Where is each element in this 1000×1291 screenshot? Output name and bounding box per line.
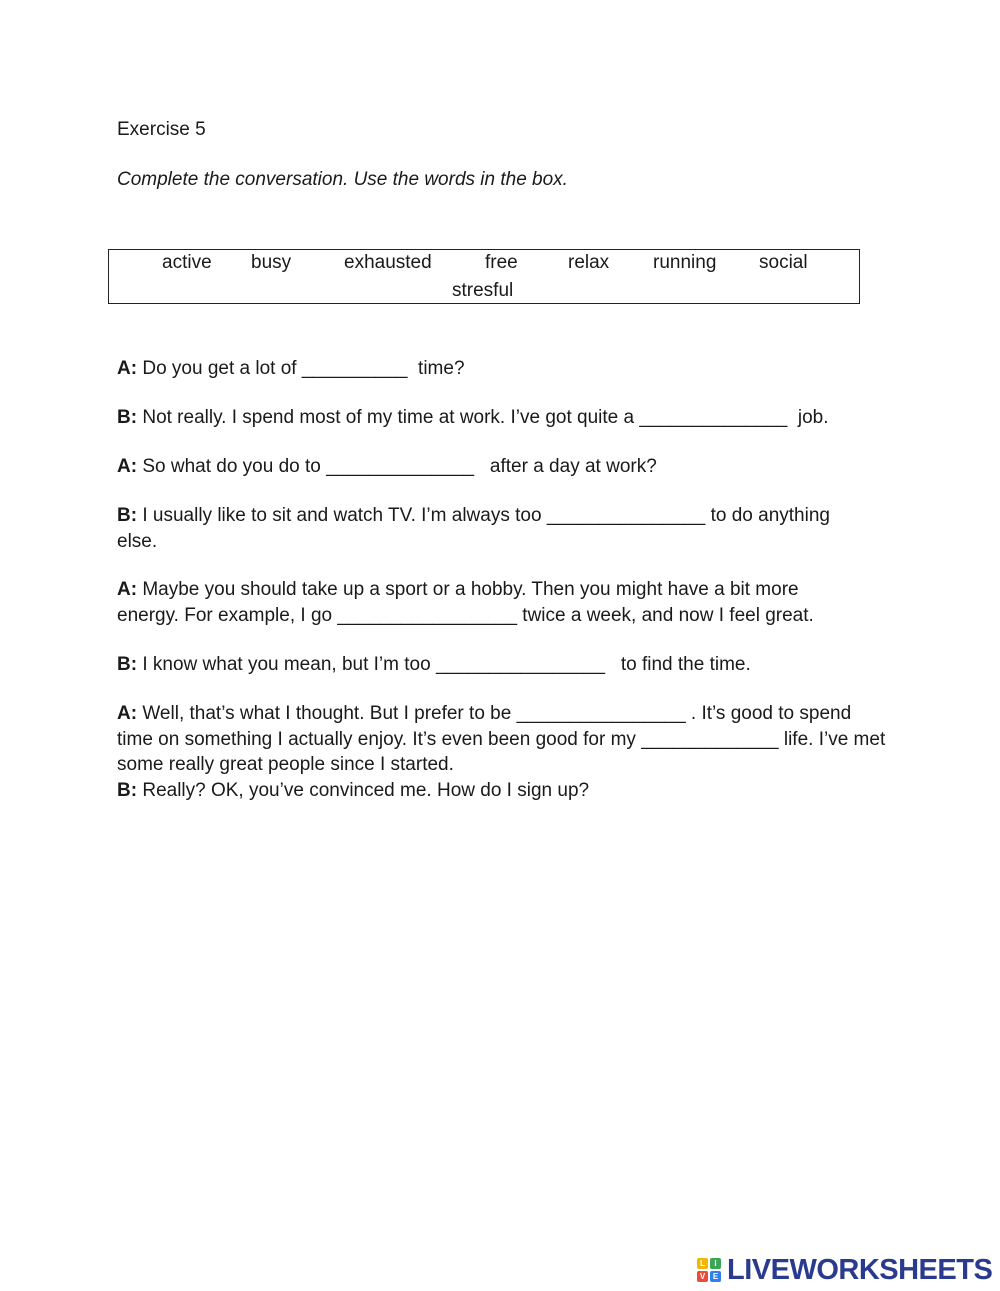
word-box-item: exhausted — [344, 252, 432, 273]
answer-blank[interactable]: __________ — [301, 358, 408, 379]
exercise-instruction: Complete the conversation. Use the words in the box. — [117, 169, 568, 190]
logo-square: I — [710, 1258, 721, 1269]
dialog-line — [117, 405, 887, 431]
logo-mark-icon — [697, 1258, 721, 1282]
logo-square: L — [697, 1258, 708, 1269]
dialog-text: So what do you do to — [137, 456, 327, 477]
dialog-line — [117, 778, 887, 804]
word-box-item: stresful — [452, 280, 514, 301]
dialog-text: Really? OK, you’ve convinced me. How do I sign up? — [137, 780, 590, 801]
dialog-text: Maybe you should take up a sport or a hobby. Then you might have a bit more energy. For example, I go — [117, 579, 799, 626]
speaker-label: B: — [117, 654, 138, 675]
answer-blank[interactable]: _______________ — [546, 505, 706, 526]
answer-blank[interactable]: ______________ — [326, 456, 475, 477]
word-box-item: running — [653, 252, 717, 273]
answer-blank[interactable]: _________________ — [337, 604, 518, 626]
word-box-item: relax — [568, 252, 610, 273]
word-box — [108, 249, 860, 304]
dialog-text: Not really. I spend most of my time at work. I’ve got quite a — [137, 407, 640, 428]
dialog-line — [117, 652, 887, 678]
answer-blank[interactable]: ______________ — [639, 407, 788, 428]
speaker-label: B: — [117, 505, 138, 526]
speaker-label: A: — [117, 456, 138, 477]
logo-text: LIVEWORKSHEETS — [727, 1253, 993, 1286]
speaker-label: A: — [117, 579, 138, 600]
logo-square: V — [697, 1271, 708, 1282]
answer-blank[interactable]: _____________ — [641, 728, 779, 750]
dialog-line — [117, 503, 857, 554]
dialog-text: to find the time. — [605, 654, 751, 675]
dialog-line — [117, 356, 887, 382]
dialog-text: I know what you mean, but I’m too — [137, 654, 436, 675]
dialog-text: job. — [787, 407, 829, 428]
dialog-line — [117, 701, 887, 778]
speaker-label: A: — [117, 703, 138, 724]
speaker-label: B: — [117, 407, 138, 428]
dialog-text: after a day at work? — [474, 456, 657, 477]
dialog-text: Do you get a lot of — [137, 358, 302, 379]
exercise-title: Exercise 5 — [117, 119, 206, 140]
liveworksheets-logo — [697, 1253, 992, 1287]
logo-square: E — [710, 1271, 721, 1282]
dialog-line — [117, 454, 887, 480]
dialog-text: Well, that’s what I thought. But I prefer to be — [137, 703, 517, 724]
word-box-item: busy — [251, 252, 292, 273]
word-box-item: free — [485, 252, 518, 273]
word-box-item: social — [759, 252, 808, 273]
answer-blank[interactable]: ________________ — [516, 703, 686, 724]
dialog-text: time? — [407, 358, 465, 379]
speaker-label: B: — [117, 780, 138, 801]
answer-blank[interactable]: ________________ — [435, 654, 606, 675]
dialog-text: . It’s good to spend time on something I actually enjoy. It’s even been good for my — [117, 703, 852, 750]
dialog-text: twice a week, and now I feel great. — [517, 604, 814, 626]
dialog-text: I usually like to sit and watch TV. I’m always too — [137, 505, 547, 526]
word-box-item: active — [162, 252, 212, 273]
dialog-text: life. I’ve met some really great people since I started. — [117, 728, 886, 775]
dialog-line — [117, 577, 842, 628]
dialog-text: to do anything else. — [117, 505, 830, 552]
speaker-label: A: — [117, 358, 138, 379]
